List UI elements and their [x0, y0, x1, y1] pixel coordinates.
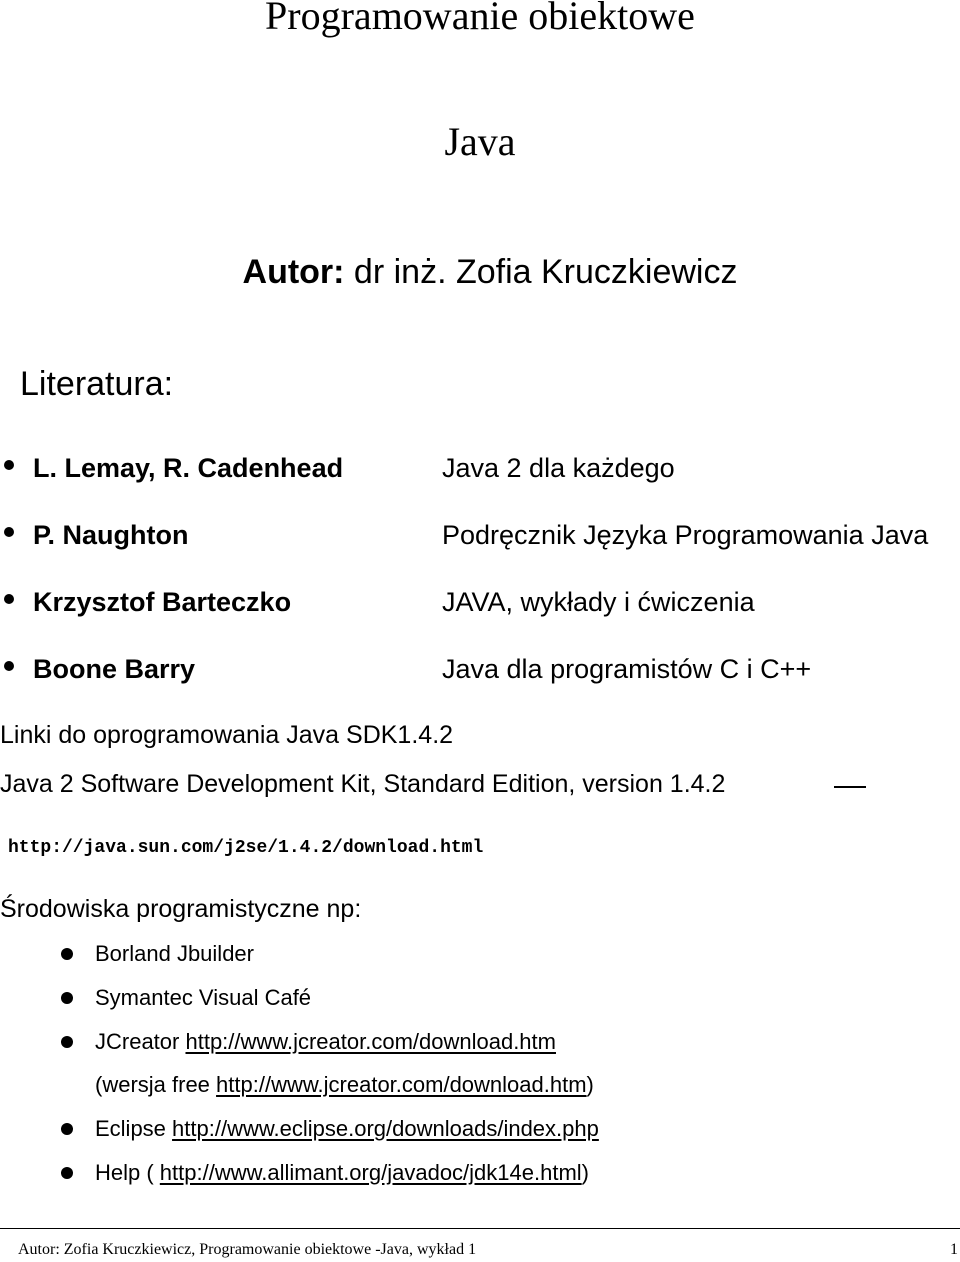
- bullet-icon: [4, 594, 14, 604]
- sdk-name: Java 2 Software Development Kit, Standard Edition, version 1.4.2: [0, 770, 726, 798]
- bullet-icon: [4, 460, 14, 470]
- bullet-icon: [61, 1123, 73, 1135]
- footer-divider: [0, 1228, 960, 1229]
- environment-note: (wersja free: [95, 1072, 217, 1097]
- literature-item: [0, 517, 960, 557]
- environment-entry: [95, 1070, 594, 1100]
- literature-author: L. Lemay, R. Cadenhead: [33, 453, 344, 483]
- literature-title: Podręcznik Języka Programowania Java: [442, 520, 929, 550]
- eclipse-download-link[interactable]: http://www.eclipse.org/downloads/index.php: [172, 1116, 599, 1141]
- author-name: dr inż. Zofia Kruczkiewicz: [344, 253, 738, 291]
- javadoc-help-link[interactable]: http://www.allimant.org/javadoc/jdk14e.html: [159, 1160, 582, 1185]
- literature-title: Java 2 dla każdego: [442, 453, 675, 483]
- list-item: [0, 1114, 960, 1148]
- list-item: [0, 983, 960, 1017]
- literature-item: [0, 584, 960, 624]
- bullet-icon: [61, 1167, 73, 1179]
- environment-name: Eclipse: [95, 1116, 173, 1141]
- environment-name: Help (: [95, 1160, 160, 1185]
- environment-entry: [95, 1114, 599, 1144]
- sdk-download-link[interactable]: http://java.sun.com/j2se/1.4.2/download.html: [8, 838, 484, 858]
- environment-name: Symantec Visual Café: [95, 985, 312, 1010]
- list-item: [0, 1070, 960, 1104]
- environment-name: Borland Jbuilder: [95, 941, 254, 966]
- literature-heading: Literatura:: [20, 365, 174, 403]
- page-number: 1: [950, 1241, 958, 1258]
- list-item: [0, 1158, 960, 1192]
- bullet-icon: [61, 992, 73, 1004]
- bullet-icon: [4, 661, 14, 671]
- jcreator-download-link[interactable]: http://www.jcreator.com/download.htm: [185, 1029, 556, 1054]
- list-item: [0, 1027, 960, 1061]
- bullet-icon: [61, 1036, 73, 1048]
- literature-author: P. Naughton: [33, 520, 189, 550]
- author-line: [0, 250, 960, 294]
- environment-entry: [95, 1027, 556, 1057]
- environments-heading: Środowiska programistyczne np:: [0, 895, 362, 923]
- closing-paren: ): [586, 1072, 594, 1097]
- closing-paren: ): [581, 1160, 589, 1185]
- jcreator-free-download-link[interactable]: http://www.jcreator.com/download.htm: [216, 1072, 587, 1097]
- literature-author: Boone Barry: [33, 654, 196, 684]
- page-subtitle: Java: [444, 119, 516, 164]
- literature-author: Krzysztof Barteczko: [33, 587, 292, 617]
- literature-title: Java dla programistów C i C++: [442, 654, 812, 684]
- page-title: Programowanie obiektowe: [265, 0, 695, 38]
- footer-text: Autor: Zofia Kruczkiewicz, Programowanie obiektowe -Java, wykład 1: [18, 1241, 477, 1258]
- literature-item: [0, 651, 960, 691]
- dash-divider: [834, 786, 866, 788]
- literature-title: JAVA, wykłady i ćwiczenia: [442, 587, 755, 617]
- author-label: Autor:: [242, 253, 345, 291]
- environment-name: JCreator: [95, 1029, 186, 1054]
- bullet-icon: [61, 948, 73, 960]
- environment-entry: [95, 1158, 589, 1188]
- literature-item: [0, 450, 960, 490]
- bullet-icon: [4, 527, 14, 537]
- list-item: [0, 939, 960, 973]
- links-heading: Linki do oprogramowania Java SDK1.4.2: [0, 721, 454, 749]
